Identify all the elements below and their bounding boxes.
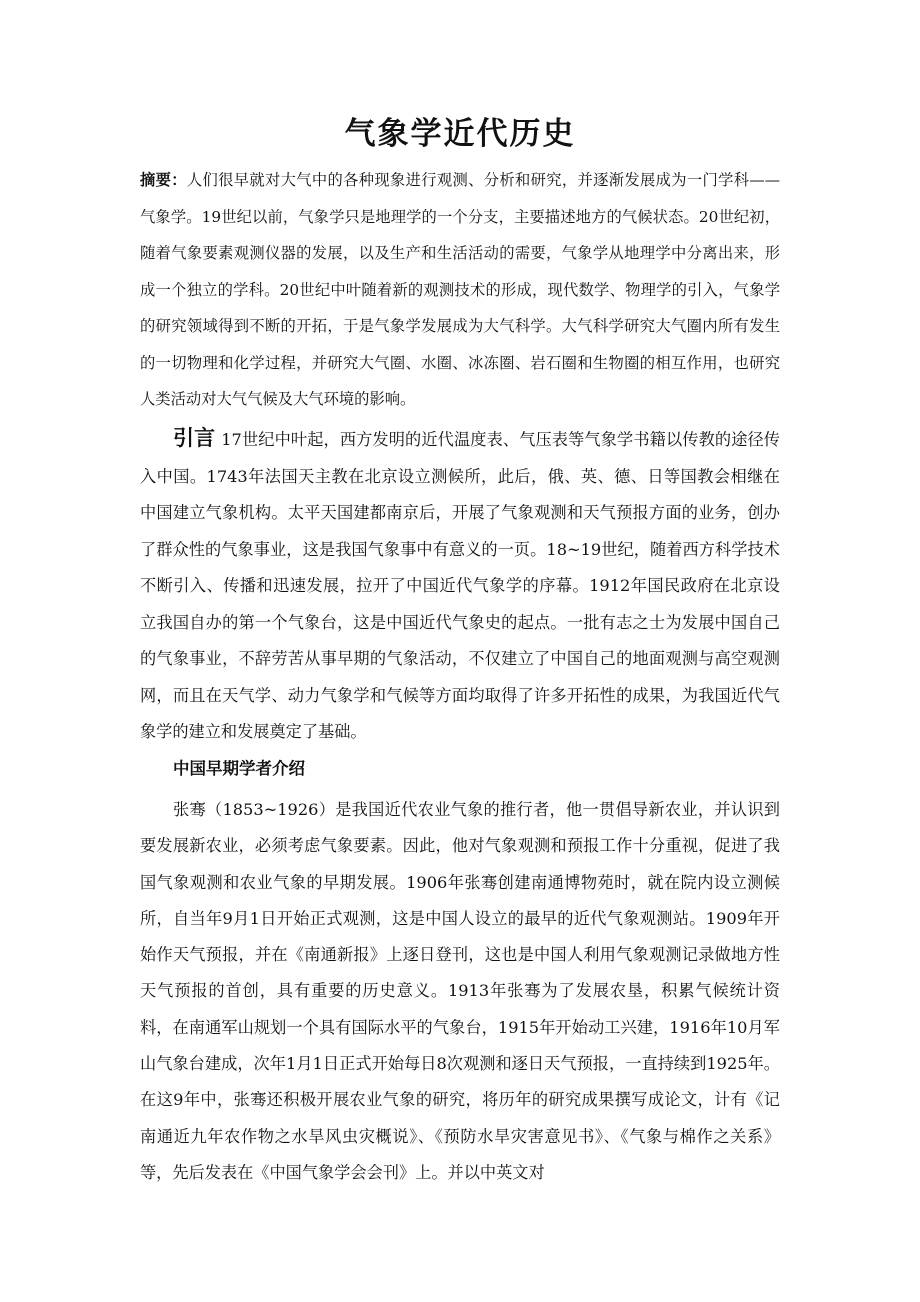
- section-heading: 中国早期学者介绍: [173, 759, 305, 778]
- section-paragraph: 张骞（1853~1926）是我国近代农业气象的推行者，他一贯倡导新农业，并认识到要发展新农业，必须考虑气象要素。因此，他对气象观测和预报工作十分重视，促进了我国气象观测和农业气象的早期发展。1906年张骞创建南通博物苑时，就在院内设立测候所，自当年9月1日开始正式观测，这是中国人设立的最早的近代气象观测站。1909年开始作天气预报，并在《南通新报》上逐日登刊，这也是中国人利用气象观测记录做地方性天气预报的首创，具有重要的历史意义。1913年张骞为了发展农垦，积累气候统计资料，在南通军山规划一个具有国际水平的气象台，1915年开始动工兴建，1916年10月军山气象台建成，次年1月1日正式开始每日8次观测和逐日天气预报，一直持续到1925年。在这9年中，张骞还积极开展农业气象的研究，将历年的研究成果撰写成论文，计有《记南通近九年农作物之水旱风虫灾概说》、《预防水旱灾害意见书》、《气象与棉作之关系》等，先后发表在《中国气象学会会刊》上。并以中英文对: [140, 800, 780, 1182]
- abstract-label: 摘要：: [140, 171, 187, 189]
- introduction-heading: 引言: [173, 426, 216, 450]
- abstract-text: 人们很早就对大气中的各种现象进行观测、分析和研究，并逐渐发展成为一门学科——气象学。19世纪以前，气象学只是地理学的一个分支，主要描述地方的气候状态。20世纪初，随着气象要素观测仪器的发展，以及生产和生活活动的需要，气象学从地理学中分离出来，形成一个独立的学科。20世纪中叶随着新的观测技术的形成，现代数学、物理学的引入，气象学的研究领域得到不断的开拓，于是气象学发展成为大气科学。大气科学研究大气圈内所有发生的一切物理和化学过程，并研究大气圈、水圈、冰冻圈、岩石圈和生物圈的相互作用，也研究人类活动对大气气候及大气环境的影响。: [140, 171, 780, 408]
- introduction-text: 17世纪中叶起，西方发明的近代温度表、气压表等气象学书籍以传教的途径传入中国。1743年法国天主教在北京设立测候所，此后，俄、英、德、日等国教会相继在中国建立气象机构。太平天国建都南京后，开展了气象观测和天气预报方面的业务，创办了群众性的气象事业，这是我国气象事中有意义的一页。18~19世纪，随着西方科学技术不断引入、传播和迅速发展，拉开了中国近代气象学的序幕。1912年国民政府在北京设立我国自办的第一个气象台，这是中国近代气象史的起点。一批有志之士为发展中国自己的气象事业，不辞劳苦从事早期的气象活动，不仅建立了中国自己的地面观测与高空观测网，而且在天气学、动力气象学和气候等方面均取得了许多开拓性的成果，为我国近代气象学的建立和发展奠定了基础。: [140, 430, 780, 741]
- page-title: 气象学近代历史: [344, 116, 576, 152]
- introduction-paragraph: [140, 420, 780, 751]
- abstract-paragraph: [140, 162, 780, 418]
